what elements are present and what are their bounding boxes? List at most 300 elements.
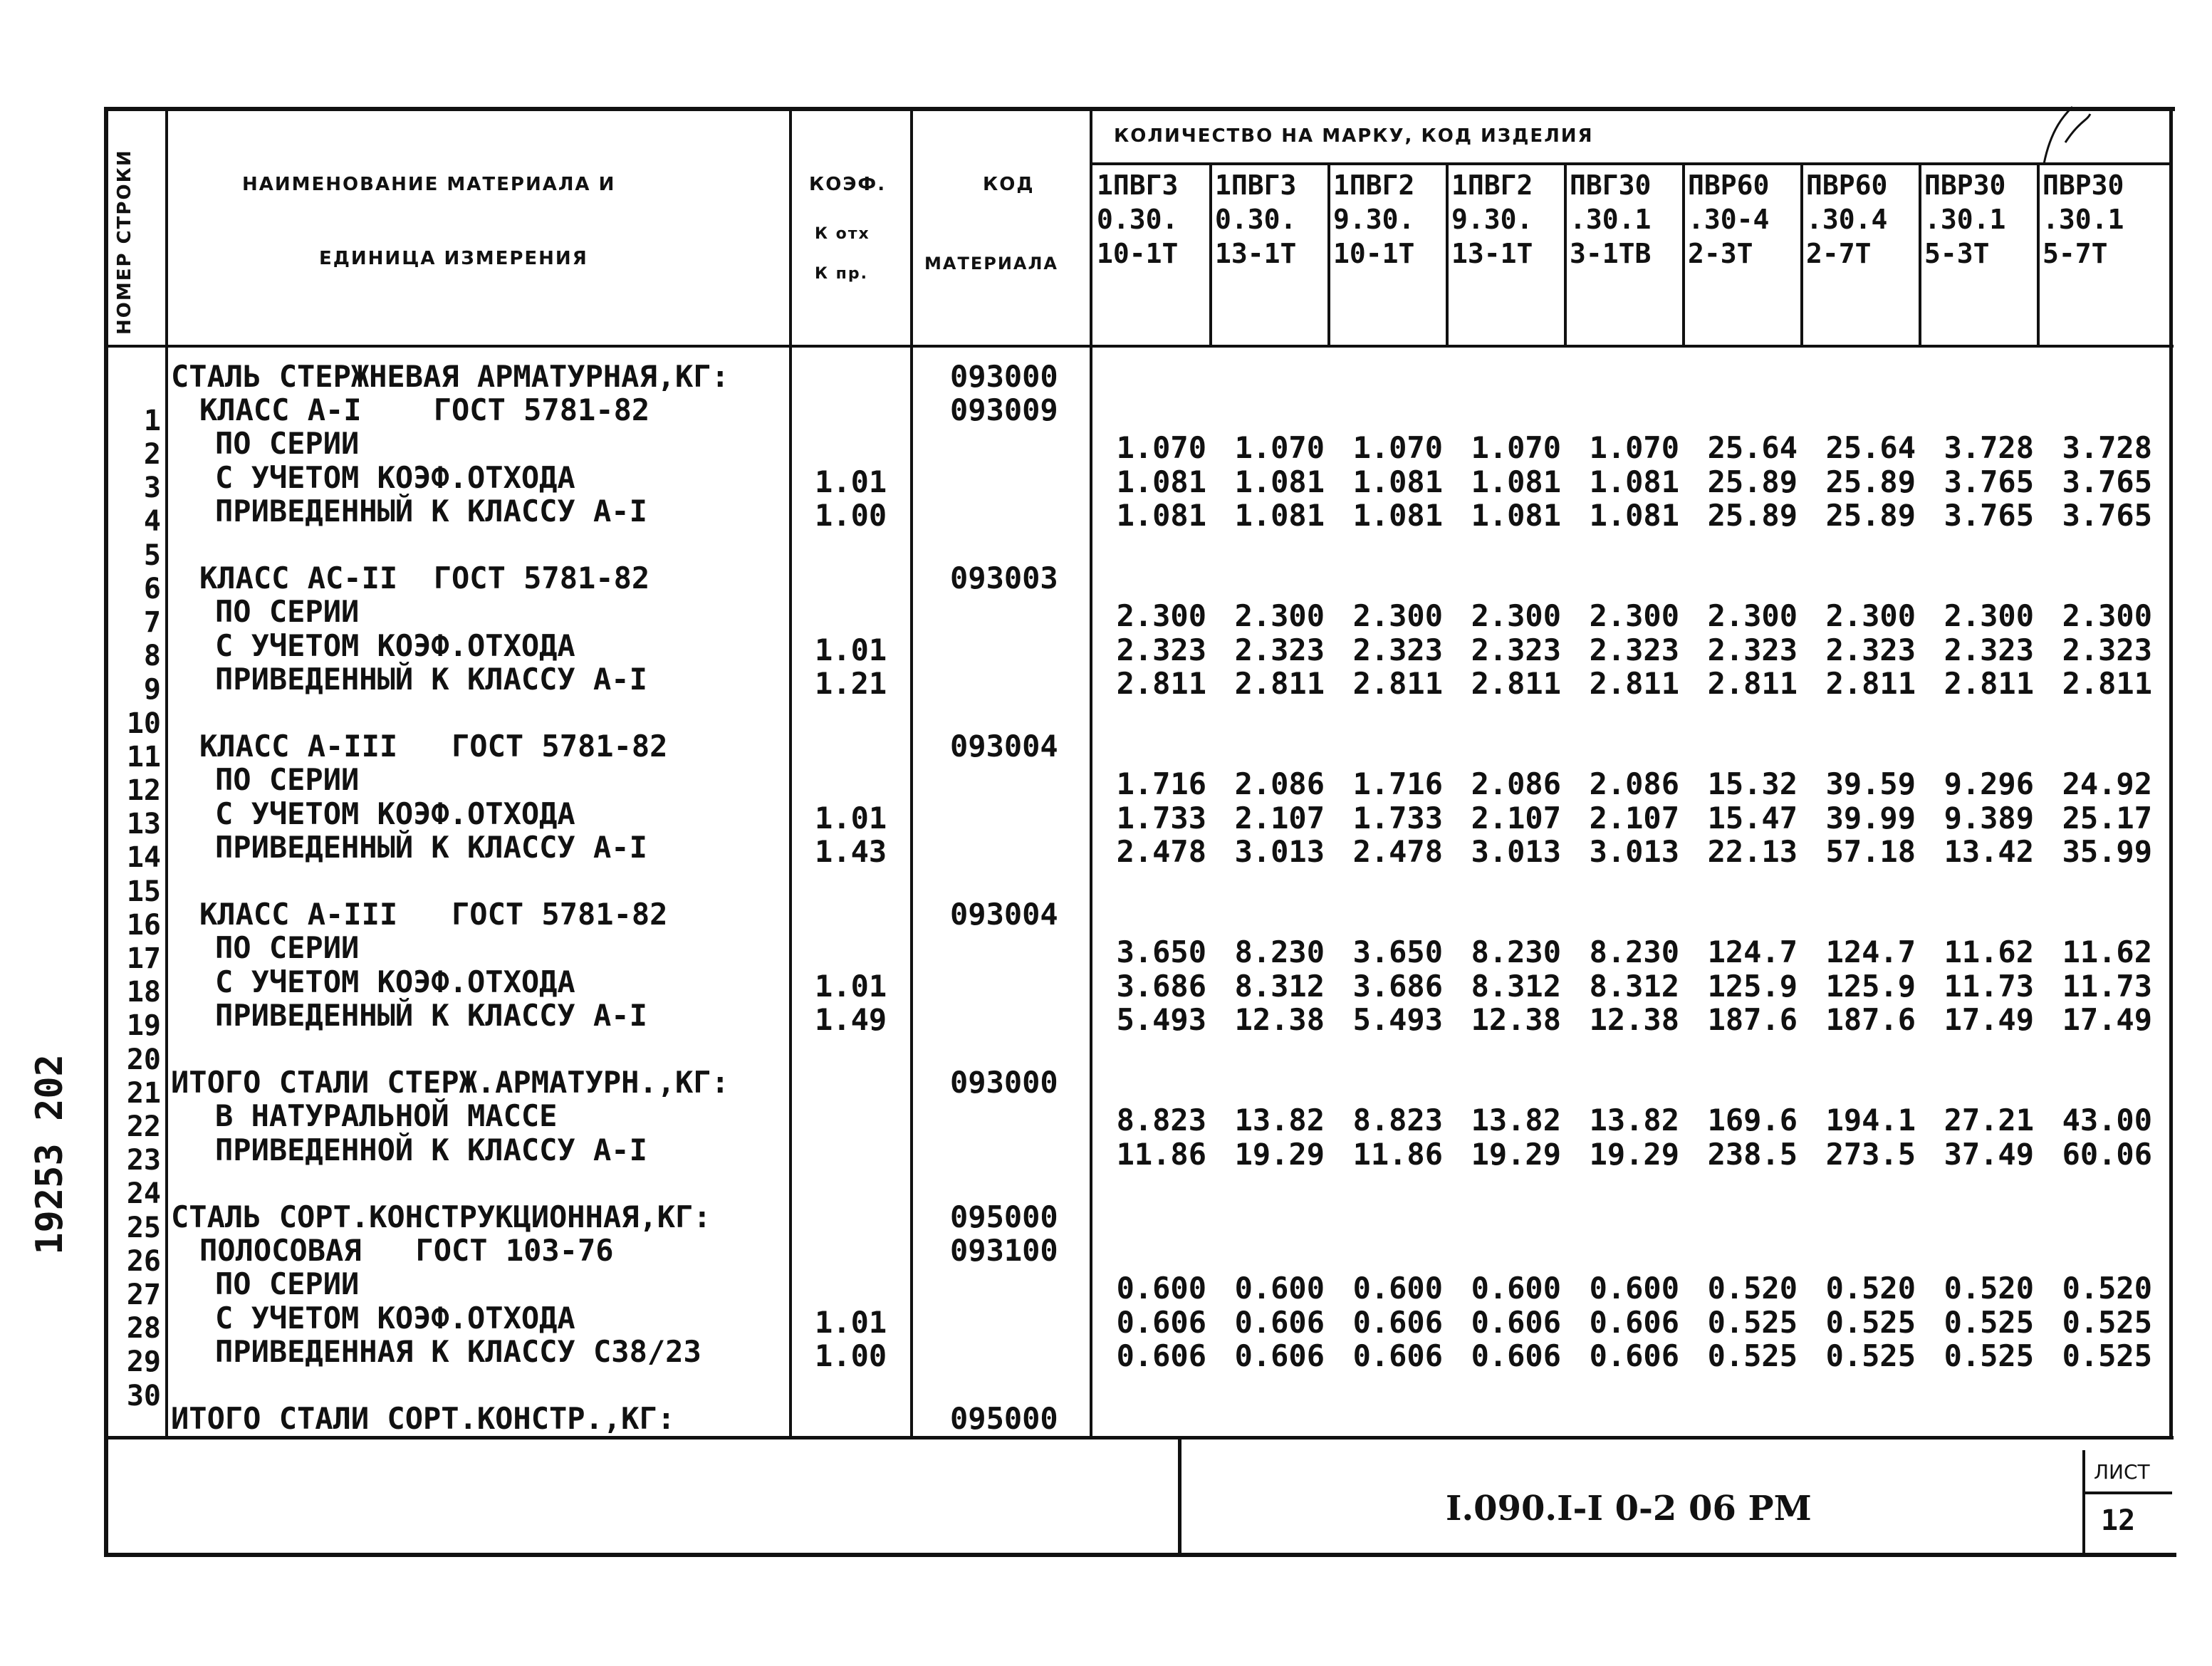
coefficient: 1.00 (815, 497, 887, 533)
quantity-cell: 2.107 (1589, 800, 1679, 835)
quantity-cell: 2.323 (1825, 632, 1916, 667)
quantity-cell: 2.300 (2062, 598, 2152, 634)
quantity-cell: 273.5 (1825, 1136, 1916, 1172)
table-row (0, 392, 2212, 437)
quantity-cell: 1.081 (1352, 464, 1443, 499)
quantity-cell: 3.765 (1944, 497, 2034, 533)
quantity-cell: 11.73 (2062, 968, 2152, 1004)
material-name: ПО СЕРИИ (215, 1266, 360, 1302)
quantity-cell: 125.9 (1825, 968, 1916, 1004)
handwritten-mark (2023, 100, 2108, 171)
product-header-line: 0.30. (1097, 204, 1179, 235)
quantity-cell: 2.478 (1116, 833, 1206, 869)
product-col-line (1800, 164, 1803, 345)
quantity-cell: 1.081 (1234, 464, 1325, 499)
quantity-cell: 0.606 (1116, 1304, 1206, 1340)
sheet-box-mid (2082, 1491, 2172, 1494)
quantity-cell: 39.59 (1825, 766, 1916, 802)
material-name: ПРИВЕДЕННОЙ К КЛАССУ А-I (215, 1132, 647, 1167)
quantity-cell: 1.716 (1352, 766, 1443, 802)
quantity-cell: 0.525 (1707, 1338, 1798, 1373)
product-header-line: .30.4 (1806, 204, 1888, 235)
material-name: ИТОГО СТАЛИ СТЕРЖ.АРМАТУРН.,КГ: (171, 1065, 729, 1100)
table-row (0, 997, 2212, 1043)
quantity-cell: 3.686 (1352, 968, 1443, 1004)
quantity-cell: 25.89 (1825, 464, 1916, 499)
material-name: КЛАСС А-III ГОСТ 5781-82 (199, 897, 668, 932)
table-row (0, 863, 2212, 908)
quantity-cell: 0.525 (1944, 1338, 2034, 1373)
qty-header: КОЛИЧЕСТВО НА МАРКУ, КОД ИЗДЕЛИЯ (1114, 125, 1594, 147)
row-number: 29 (126, 1345, 161, 1379)
product-col-line (1327, 164, 1330, 345)
product-col-line (1919, 164, 1921, 345)
quantity-cell: 0.600 (1471, 1271, 1561, 1306)
quantity-cell: 12.38 (1234, 1001, 1325, 1037)
product-header-line: 10-1Т (1333, 238, 1415, 269)
table-row (0, 964, 2212, 1009)
coefficient: 1.00 (815, 1338, 887, 1373)
quantity-cell: 0.525 (2062, 1304, 2152, 1340)
product-header-line: .30.1 (2043, 204, 2124, 235)
product-header-line: 3-1ТВ (1570, 238, 1652, 269)
row-number: 14 (126, 841, 161, 875)
table-row (0, 1132, 2212, 1177)
quantity-cell: 2.811 (1352, 665, 1443, 701)
row-number: 16 (126, 908, 161, 942)
quantity-cell: 39.99 (1825, 800, 1916, 835)
quantity-cell: 2.300 (1116, 598, 1206, 634)
row-number: 18 (126, 976, 161, 1009)
product-header-line: 5-3Т (1924, 238, 1990, 269)
quantity-cell: 8.312 (1589, 968, 1679, 1004)
coef-header-line3: К пр. (815, 265, 868, 283)
coefficient: 1.01 (815, 800, 887, 835)
product-header (1451, 168, 1533, 271)
quantity-cell: 2.323 (1116, 632, 1206, 667)
table-row (0, 1333, 2212, 1379)
material-name: КЛАСС А-I ГОСТ 5781-82 (199, 392, 650, 428)
product-header (1924, 168, 2005, 271)
quantity-cell: 22.13 (1707, 833, 1798, 869)
table-row (0, 796, 2212, 841)
quantity-cell: 25.17 (2062, 800, 2152, 835)
quantity-cell: 17.49 (1944, 1001, 2034, 1037)
quantity-cell: 17.49 (2062, 1001, 2152, 1037)
quantity-cell: 0.520 (1707, 1271, 1798, 1306)
quantity-cell: 1.081 (1471, 497, 1561, 533)
row-number: 24 (126, 1177, 161, 1211)
row-number: 15 (126, 875, 161, 908)
quantity-cell: 2.478 (1352, 833, 1443, 869)
quantity-cell: 8.230 (1589, 934, 1679, 970)
quantity-cell: 3.650 (1352, 934, 1443, 970)
quantity-cell: 12.38 (1589, 1001, 1679, 1037)
frame-top-line (105, 107, 2175, 111)
quantity-cell: 124.7 (1707, 934, 1798, 970)
product-header (1570, 168, 1651, 271)
product-header-line: 9.30. (1451, 204, 1533, 235)
product-header-line: 0.30. (1215, 204, 1297, 235)
name-header-line2: ЕДИНИЦА ИЗМЕРЕНИЯ (319, 248, 588, 269)
quantity-cell: 1.070 (1352, 430, 1443, 466)
table-row (0, 1300, 2212, 1345)
quantity-cell: 9.389 (1944, 800, 2034, 835)
material-name: С УЧЕТОМ КОЭФ.ОТХОДА (215, 964, 575, 999)
quantity-cell: 2.300 (1352, 598, 1443, 634)
product-header-line: 1ПВГ2 (1333, 170, 1415, 201)
quantity-cell: 19.29 (1589, 1136, 1679, 1172)
quantity-cell: 2.107 (1471, 800, 1561, 835)
product-col-line (1446, 164, 1449, 345)
quantity-cell: 1.081 (1471, 464, 1561, 499)
quantity-cell: 5.493 (1116, 1001, 1206, 1037)
table-row (0, 1031, 2212, 1076)
quantity-cell: 2.811 (1116, 665, 1206, 701)
table-bottom-line (104, 1436, 2174, 1439)
product-header-line: ПВР60 (1806, 170, 1888, 201)
quantity-cell: 2.323 (1352, 632, 1443, 667)
row-number: 11 (126, 740, 161, 774)
table-row (0, 628, 2212, 673)
row-number: 1 (143, 404, 161, 437)
material-name: ПРИВЕДЕННЫЙ К КЛАССУ А-I (215, 997, 647, 1033)
product-header-line: 1ПВГ2 (1451, 170, 1533, 201)
material-code: 093000 (950, 359, 1058, 394)
material-code: 093000 (950, 1065, 1058, 1100)
quantity-cell: 1.733 (1352, 800, 1443, 835)
row-number: 2 (143, 437, 161, 471)
quantity-cell: 3.765 (2062, 464, 2152, 499)
quantity-cell: 125.9 (1707, 968, 1798, 1004)
coefficient: 1.01 (815, 1304, 887, 1340)
quantity-cell: 1.716 (1116, 766, 1206, 802)
product-header-line: 9.30. (1333, 204, 1415, 235)
quantity-cell: 1.081 (1116, 497, 1206, 533)
code-header-line2: МАТЕРИАЛА (924, 254, 1058, 274)
quantity-cell: 11.62 (2062, 934, 2152, 970)
material-name: ПО СЕРИИ (215, 762, 360, 798)
table-row (0, 1266, 2212, 1311)
quantity-cell: 2.300 (1471, 598, 1561, 634)
row-number: 17 (126, 942, 161, 975)
quantity-cell: 25.89 (1825, 497, 1916, 533)
material-name: ПРИВЕДЕННЫЙ К КЛАССУ А-I (215, 493, 647, 529)
product-header-line: ПВГ30 (1570, 170, 1652, 201)
qty-header-line (1090, 162, 2172, 165)
table-row (0, 1401, 2212, 1435)
quantity-cell: 1.733 (1116, 800, 1206, 835)
row-number: 20 (126, 1043, 161, 1076)
table-row (0, 1199, 2212, 1244)
product-header-line: ПВР60 (1688, 170, 1770, 201)
product-col-line (1564, 164, 1567, 345)
quantity-cell: 8.312 (1471, 968, 1561, 1004)
product-header (1688, 168, 1769, 271)
table-row (0, 527, 2212, 572)
quantity-cell: 0.520 (2062, 1271, 2152, 1306)
quantity-cell: 3.765 (1944, 464, 2034, 499)
product-header-line: .30-4 (1688, 204, 1770, 235)
quantity-cell: 169.6 (1707, 1103, 1798, 1138)
quantity-cell: 19.29 (1471, 1136, 1561, 1172)
quantity-cell: 25.64 (1825, 430, 1916, 466)
material-name: СТАЛЬ СТЕРЖНЕВАЯ АРМАТУРНАЯ,КГ: (171, 359, 729, 394)
quantity-cell: 2.300 (1707, 598, 1798, 634)
quantity-cell: 0.606 (1589, 1338, 1679, 1373)
header-bottom-line (104, 345, 2174, 348)
material-name: ПРИВЕДЕННАЯ К КЛАССУ С38/23 (215, 1333, 701, 1369)
quantity-cell: 1.070 (1234, 430, 1325, 466)
row-number: 23 (126, 1144, 161, 1177)
table-row (0, 661, 2212, 707)
quantity-cell: 2.086 (1234, 766, 1325, 802)
product-header (2043, 168, 2124, 271)
quantity-cell: 2.811 (1471, 665, 1561, 701)
product-header-line: 13-1Т (1215, 238, 1297, 269)
row-number: 30 (126, 1379, 161, 1412)
quantity-cell: 13.82 (1234, 1103, 1325, 1138)
quantity-cell: 0.606 (1234, 1338, 1325, 1373)
sheet-label: ЛИСТ (2094, 1460, 2150, 1484)
product-header-line: 13-1Т (1451, 238, 1533, 269)
quantity-cell: 43.00 (2062, 1103, 2152, 1138)
quantity-cell: 2.323 (1707, 632, 1798, 667)
quantity-cell: 3.013 (1234, 833, 1325, 869)
material-code: 093004 (950, 729, 1058, 764)
row-number: 3 (143, 472, 161, 505)
row-number: 9 (143, 673, 161, 707)
quantity-cell: 2.323 (1471, 632, 1561, 667)
table-row (0, 1233, 2212, 1278)
quantity-cell: 2.323 (1944, 632, 2034, 667)
table-row (0, 897, 2212, 942)
quantity-cell: 8.312 (1234, 968, 1325, 1004)
material-name: КЛАСС АС-II ГОСТ 5781-82 (199, 561, 650, 596)
quantity-cell: 1.070 (1116, 430, 1206, 466)
product-header-line: ПВР30 (1924, 170, 2006, 201)
quantity-cell: 187.6 (1707, 1001, 1798, 1037)
table-row (0, 1166, 2212, 1211)
quantity-cell: 9.296 (1944, 766, 2034, 802)
table-row (0, 762, 2212, 807)
quantity-cell: 2.811 (1234, 665, 1325, 701)
quantity-cell: 11.62 (1944, 934, 2034, 970)
margin-note: 19253 202 (28, 1054, 71, 1255)
row-number: 7 (143, 605, 161, 639)
quantity-cell: 27.21 (1944, 1103, 2034, 1138)
material-name: С УЧЕТОМ КОЭФ.ОТХОДА (215, 628, 575, 663)
quantity-cell: 0.606 (1234, 1304, 1325, 1340)
quantity-cell: 11.73 (1944, 968, 2034, 1004)
table-row (0, 930, 2212, 975)
rownum-header: НОМЕР СТРОКИ (114, 149, 135, 335)
quantity-cell: 0.525 (2062, 1338, 2152, 1373)
quantity-cell: 3.728 (1944, 430, 2034, 466)
material-name: С УЧЕТОМ КОЭФ.ОТХОДА (215, 796, 575, 831)
quantity-cell: 13.42 (1944, 833, 2034, 869)
quantity-cell: 2.811 (1589, 665, 1679, 701)
quantity-cell: 19.29 (1234, 1136, 1325, 1172)
product-header-line: 1ПВГЗ (1215, 170, 1297, 201)
frame-bottom-line (104, 1553, 2176, 1557)
quantity-cell: 1.081 (1116, 464, 1206, 499)
material-name: ПО СЕРИИ (215, 930, 360, 966)
product-col-line (1209, 164, 1212, 345)
row-number: 12 (126, 774, 161, 807)
quantity-cell: 2.086 (1471, 766, 1561, 802)
product-header-line: 2-7Т (1806, 238, 1872, 269)
quantity-cell: 0.520 (1825, 1271, 1916, 1306)
table-row (0, 729, 2212, 774)
coefficient: 1.21 (815, 665, 887, 701)
product-col-line (1682, 164, 1685, 345)
quantity-cell: 1.081 (1234, 497, 1325, 533)
row-number: 19 (126, 1009, 161, 1043)
quantity-cell: 2.107 (1234, 800, 1325, 835)
quantity-cell: 15.47 (1707, 800, 1798, 835)
quantity-cell: 3.650 (1116, 934, 1206, 970)
sheet-number: 12 (2101, 1504, 2136, 1537)
quantity-cell: 0.606 (1589, 1304, 1679, 1340)
product-header-line: .30.1 (1570, 204, 1652, 235)
material-code: 093003 (950, 561, 1058, 596)
table-row (0, 561, 2212, 605)
quantity-cell: 3.765 (2062, 497, 2152, 533)
quantity-cell: 24.92 (2062, 766, 2152, 802)
quantity-cell: 15.32 (1707, 766, 1798, 802)
quantity-cell: 2.323 (1589, 632, 1679, 667)
coefficient: 1.49 (815, 1001, 887, 1037)
quantity-cell: 124.7 (1825, 934, 1916, 970)
quantity-cell: 60.06 (2062, 1136, 2152, 1172)
quantity-cell: 2.811 (1944, 665, 2034, 701)
product-header-line: .30.1 (1924, 204, 2006, 235)
quantity-cell: 2.811 (1707, 665, 1798, 701)
quantity-cell: 8.823 (1116, 1103, 1206, 1138)
sheet-box-left (2082, 1450, 2085, 1557)
quantity-cell: 2.323 (2062, 632, 2152, 667)
product-header-line: 5-7Т (2043, 238, 2108, 269)
quantity-cell: 1.081 (1589, 464, 1679, 499)
quantity-cell: 0.606 (1352, 1304, 1443, 1340)
table-row (0, 829, 2212, 875)
quantity-cell: 25.89 (1707, 497, 1798, 533)
material-name: ПО СЕРИИ (215, 594, 360, 630)
quantity-cell: 2.811 (2062, 665, 2152, 701)
product-header-line: 10-1Т (1097, 238, 1179, 269)
table-row (0, 426, 2212, 471)
quantity-cell: 35.99 (2062, 833, 2152, 869)
product-header (1097, 168, 1178, 271)
material-code: 093009 (950, 392, 1058, 428)
quantity-cell: 187.6 (1825, 1001, 1916, 1037)
coef-header-line2: К отх (815, 225, 870, 243)
product-header (1806, 168, 1887, 271)
material-name: ПО СЕРИИ (215, 426, 360, 462)
material-name: ИТОГО СТАЛИ СОРТ.КОНСТР.,КГ: (171, 1401, 676, 1437)
row-number: 4 (143, 505, 161, 538)
quantity-cell: 1.081 (1352, 497, 1443, 533)
product-col-line (2037, 164, 2040, 345)
table-row (0, 359, 2212, 392)
quantity-cell: 12.38 (1471, 1001, 1561, 1037)
document-code: I.090.I-I 0-2 06 РМ (1446, 1489, 1812, 1529)
coefficient: 1.01 (815, 968, 887, 1004)
quantity-cell: 0.606 (1352, 1338, 1443, 1373)
quantity-cell: 2.300 (1589, 598, 1679, 634)
quantity-cell: 8.230 (1471, 934, 1561, 970)
quantity-cell: 0.600 (1116, 1271, 1206, 1306)
quantity-cell: 3.013 (1471, 833, 1561, 869)
material-name: ПОЛОСОВАЯ ГОСТ 103-76 (199, 1233, 614, 1269)
quantity-cell: 1.070 (1589, 430, 1679, 466)
quantity-cell: 3.013 (1589, 833, 1679, 869)
quantity-cell: 0.600 (1589, 1271, 1679, 1306)
quantity-cell: 57.18 (1825, 833, 1916, 869)
material-name: В НАТУРАЛЬНОЙ МАССЕ (215, 1098, 558, 1134)
table-row (0, 1098, 2212, 1143)
row-number: 28 (126, 1312, 161, 1345)
table-row (0, 459, 2212, 505)
product-header-line: 1ПВГЗ (1097, 170, 1179, 201)
quantity-cell: 3.686 (1116, 968, 1206, 1004)
product-header-line: ПВР30 (2043, 170, 2124, 201)
table-row (0, 493, 2212, 538)
row-number: 8 (143, 640, 161, 673)
quantity-cell: 8.230 (1234, 934, 1325, 970)
table-row (0, 1368, 2212, 1412)
material-code: 093100 (950, 1233, 1058, 1269)
row-number: 26 (126, 1244, 161, 1278)
material-name: ПРИВЕДЕННЫЙ К КЛАССУ А-I (215, 829, 647, 865)
coefficient: 1.43 (815, 833, 887, 869)
table-row (0, 695, 2212, 740)
table-row (0, 1065, 2212, 1110)
quantity-cell: 25.64 (1707, 430, 1798, 466)
material-name: С УЧЕТОМ КОЭФ.ОТХОДА (215, 459, 575, 495)
coefficient: 1.01 (815, 464, 887, 499)
quantity-cell: 13.82 (1589, 1103, 1679, 1138)
quantity-cell: 25.89 (1707, 464, 1798, 499)
quantity-cell: 2.300 (1234, 598, 1325, 634)
coefficient: 1.01 (815, 632, 887, 667)
quantity-cell: 5.493 (1352, 1001, 1443, 1037)
material-name: ПРИВЕДЕННЫЙ К КЛАССУ А-I (215, 661, 647, 697)
quantity-cell: 0.520 (1944, 1271, 2034, 1306)
quantity-cell: 0.525 (1707, 1304, 1798, 1340)
code-header-line1: КОД (983, 174, 1035, 195)
quantity-cell: 0.525 (1825, 1304, 1916, 1340)
quantity-cell: 0.600 (1234, 1271, 1325, 1306)
quantity-cell: 194.1 (1825, 1103, 1916, 1138)
quantity-cell: 2.086 (1589, 766, 1679, 802)
quantity-cell: 13.82 (1471, 1103, 1561, 1138)
product-header-line: 2-3Т (1688, 238, 1753, 269)
material-name: СТАЛЬ СОРТ.КОНСТРУКЦИОННАЯ,КГ: (171, 1199, 711, 1234)
quantity-cell: 3.728 (2062, 430, 2152, 466)
quantity-cell: 0.606 (1471, 1304, 1561, 1340)
row-number: 10 (126, 707, 161, 740)
material-name: КЛАСС А-III ГОСТ 5781-82 (199, 729, 668, 764)
quantity-cell: 11.86 (1352, 1136, 1443, 1172)
product-header (1215, 168, 1296, 271)
row-number: 25 (126, 1211, 161, 1244)
quantity-cell: 2.811 (1825, 665, 1916, 701)
quantity-cell: 1.070 (1471, 430, 1561, 466)
material-code: 095000 (950, 1199, 1058, 1234)
row-number: 13 (126, 808, 161, 841)
